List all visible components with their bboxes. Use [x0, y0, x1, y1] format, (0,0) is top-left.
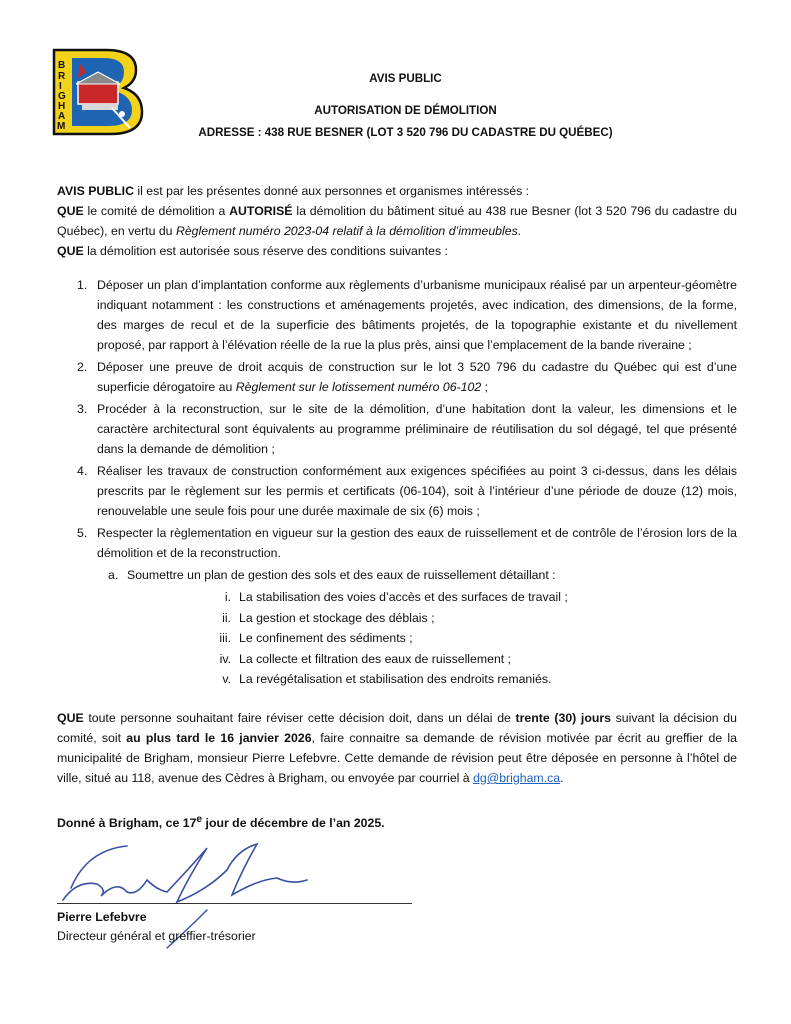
notice-header [150, 68, 791, 144]
svg-text:G: G [58, 91, 66, 102]
condition-item: 2. Déposer une preuve de droit acquis de construction sur le lot 3 520 796 du cadastre du Québec qui est d’une superficie dérogatoire au Règlement sur le lotissement numéro 06-102 ; [77, 360, 737, 394]
signature-block [57, 840, 457, 960]
svg-text:I: I [59, 81, 62, 92]
sub-item: iv. La collecte et filtration des eaux de ruissellement ; [219, 651, 512, 666]
sub-item: ii. La gestion et stockage des déblais ; [222, 610, 435, 625]
svg-text:R: R [58, 71, 66, 82]
condition-item: 1. Déposer un plan d’implantation conforme aux règlements d’urbanisme municipaux réalisé par un arpenteur-géomètre indiquant notamment : les constructions et aménagements projetés, avec indication, des dimensions, de la forme, des marges de recul et de la superficie des bâtiments projetés, de la topographie existante et du nivellement proposé, par rapport à l’élévation réelle de la rue la plus près, ainsi que l’emplacement de la bande riveraine ; [77, 278, 737, 352]
condition-item: 5. Respecter la règlementation en vigueur sur la gestion des eaux de ruissellement et de contrôle de l’érosion lors de la démolition et de la reconstruction. a. Soumettre un plan de gestion des sols et des eaux de ruissellement détaillant : i. La stabilisation des voies d’accès et des surfaces de travail ; ii. La gestion et stockage des déblais ; iii. Le confinement des sédiments ; iv. La collecte et filtration des eaux de ruissellement ; v. La revégétalisation et stabilisation des endroits remaniés. [57, 523, 737, 690]
intro-paragraph: AVIS PUBLIC il est par les présentes donné aux personnes et organismes intéressés : [57, 184, 530, 198]
svg-text:H: H [58, 101, 66, 112]
notice-subtitle: AUTORISATION DE DÉMOLITION [314, 104, 497, 117]
notice-title: AVIS PUBLIC [369, 72, 442, 85]
authorization-paragraph: QUE le comité de démolition a AUTORISÉ la démolition du bâtiment situé au 438 rue Besner (lot 3 520 796 du cadastre du Québec), en vertu du Règlement numéro 2023-04 relatif à la démolition d’immeubles. [57, 204, 738, 238]
sub-item: iii. Le confinement des sédiments ; [219, 631, 413, 646]
condition-item: 3. Procéder à la reconstruction, sur le site de la démolition, d’une habitation dont la valeur, les dimensions et le caractère architectural sont équivalents au programme préliminaire de réutilisation du sol dégagé, tel que présenté dans la demande de démolition ; [77, 402, 737, 456]
sub-item: i. La stabilisation des voies d’accès et des surfaces de travail ; [224, 590, 568, 604]
notice-address: ADRESSE : 438 RUE BESNER (LOT 3 520 796 DU CADASTRE DU QUÉBEC) [198, 126, 613, 139]
revision-paragraph: QUE toute personne souhaitant faire réviser cette décision doit, dans un délai de trente (30) jours suivant la décision du comité, soit au plus tard le 16 janvier 2026, faire connaitre sa demande de révision motivée par écrit au greffier de la municipalité de Brigham, monsieur Pierre Lefebvre. Cette demande de révision peut être déposée en personne à l’hôtel de ville, situé au 118, avenue des Cèdres à Brigham, ou envoyée par courriel à dg@brigham.ca. [57, 710, 737, 785]
notice-body [57, 181, 737, 833]
given-date: Donné à Brigham, ce 17e jour de décembre de l’an 2025. [57, 813, 385, 831]
condition-item: 4. Réaliser les travaux de construction conformément aux exigences spécifiées au point 3 ci-dessus, dans les délais prescrits par le règlement sur les permis et certificats (06-104), soit à l’intérieur d’une période de douze (12) mois, renouvelable une seule fois pour une durée maximale de six (6) mois ; [77, 464, 737, 518]
conditions-list [57, 275, 737, 690]
email-link[interactable]: dg@brigham.ca [473, 770, 561, 785]
sub-item: v. La revégétalisation et stabilisation des endroits remaniés. [222, 672, 552, 687]
svg-text:M: M [57, 121, 66, 132]
svg-text:A: A [58, 111, 66, 122]
signatory-name: Pierre Lefebvre [57, 910, 147, 924]
conditions-intro: QUE la démolition est autorisée sous réserve des conditions suivantes : [57, 244, 448, 258]
signature-line [57, 903, 412, 904]
sub-condition-items [97, 587, 737, 690]
sub-condition-a: a. Soumettre un plan de gestion des sols et des eaux de ruissellement détaillant : [108, 568, 556, 582]
logo-letters: B [58, 60, 66, 71]
signatory-role: Directeur général et greffier-trésorier [57, 929, 256, 943]
